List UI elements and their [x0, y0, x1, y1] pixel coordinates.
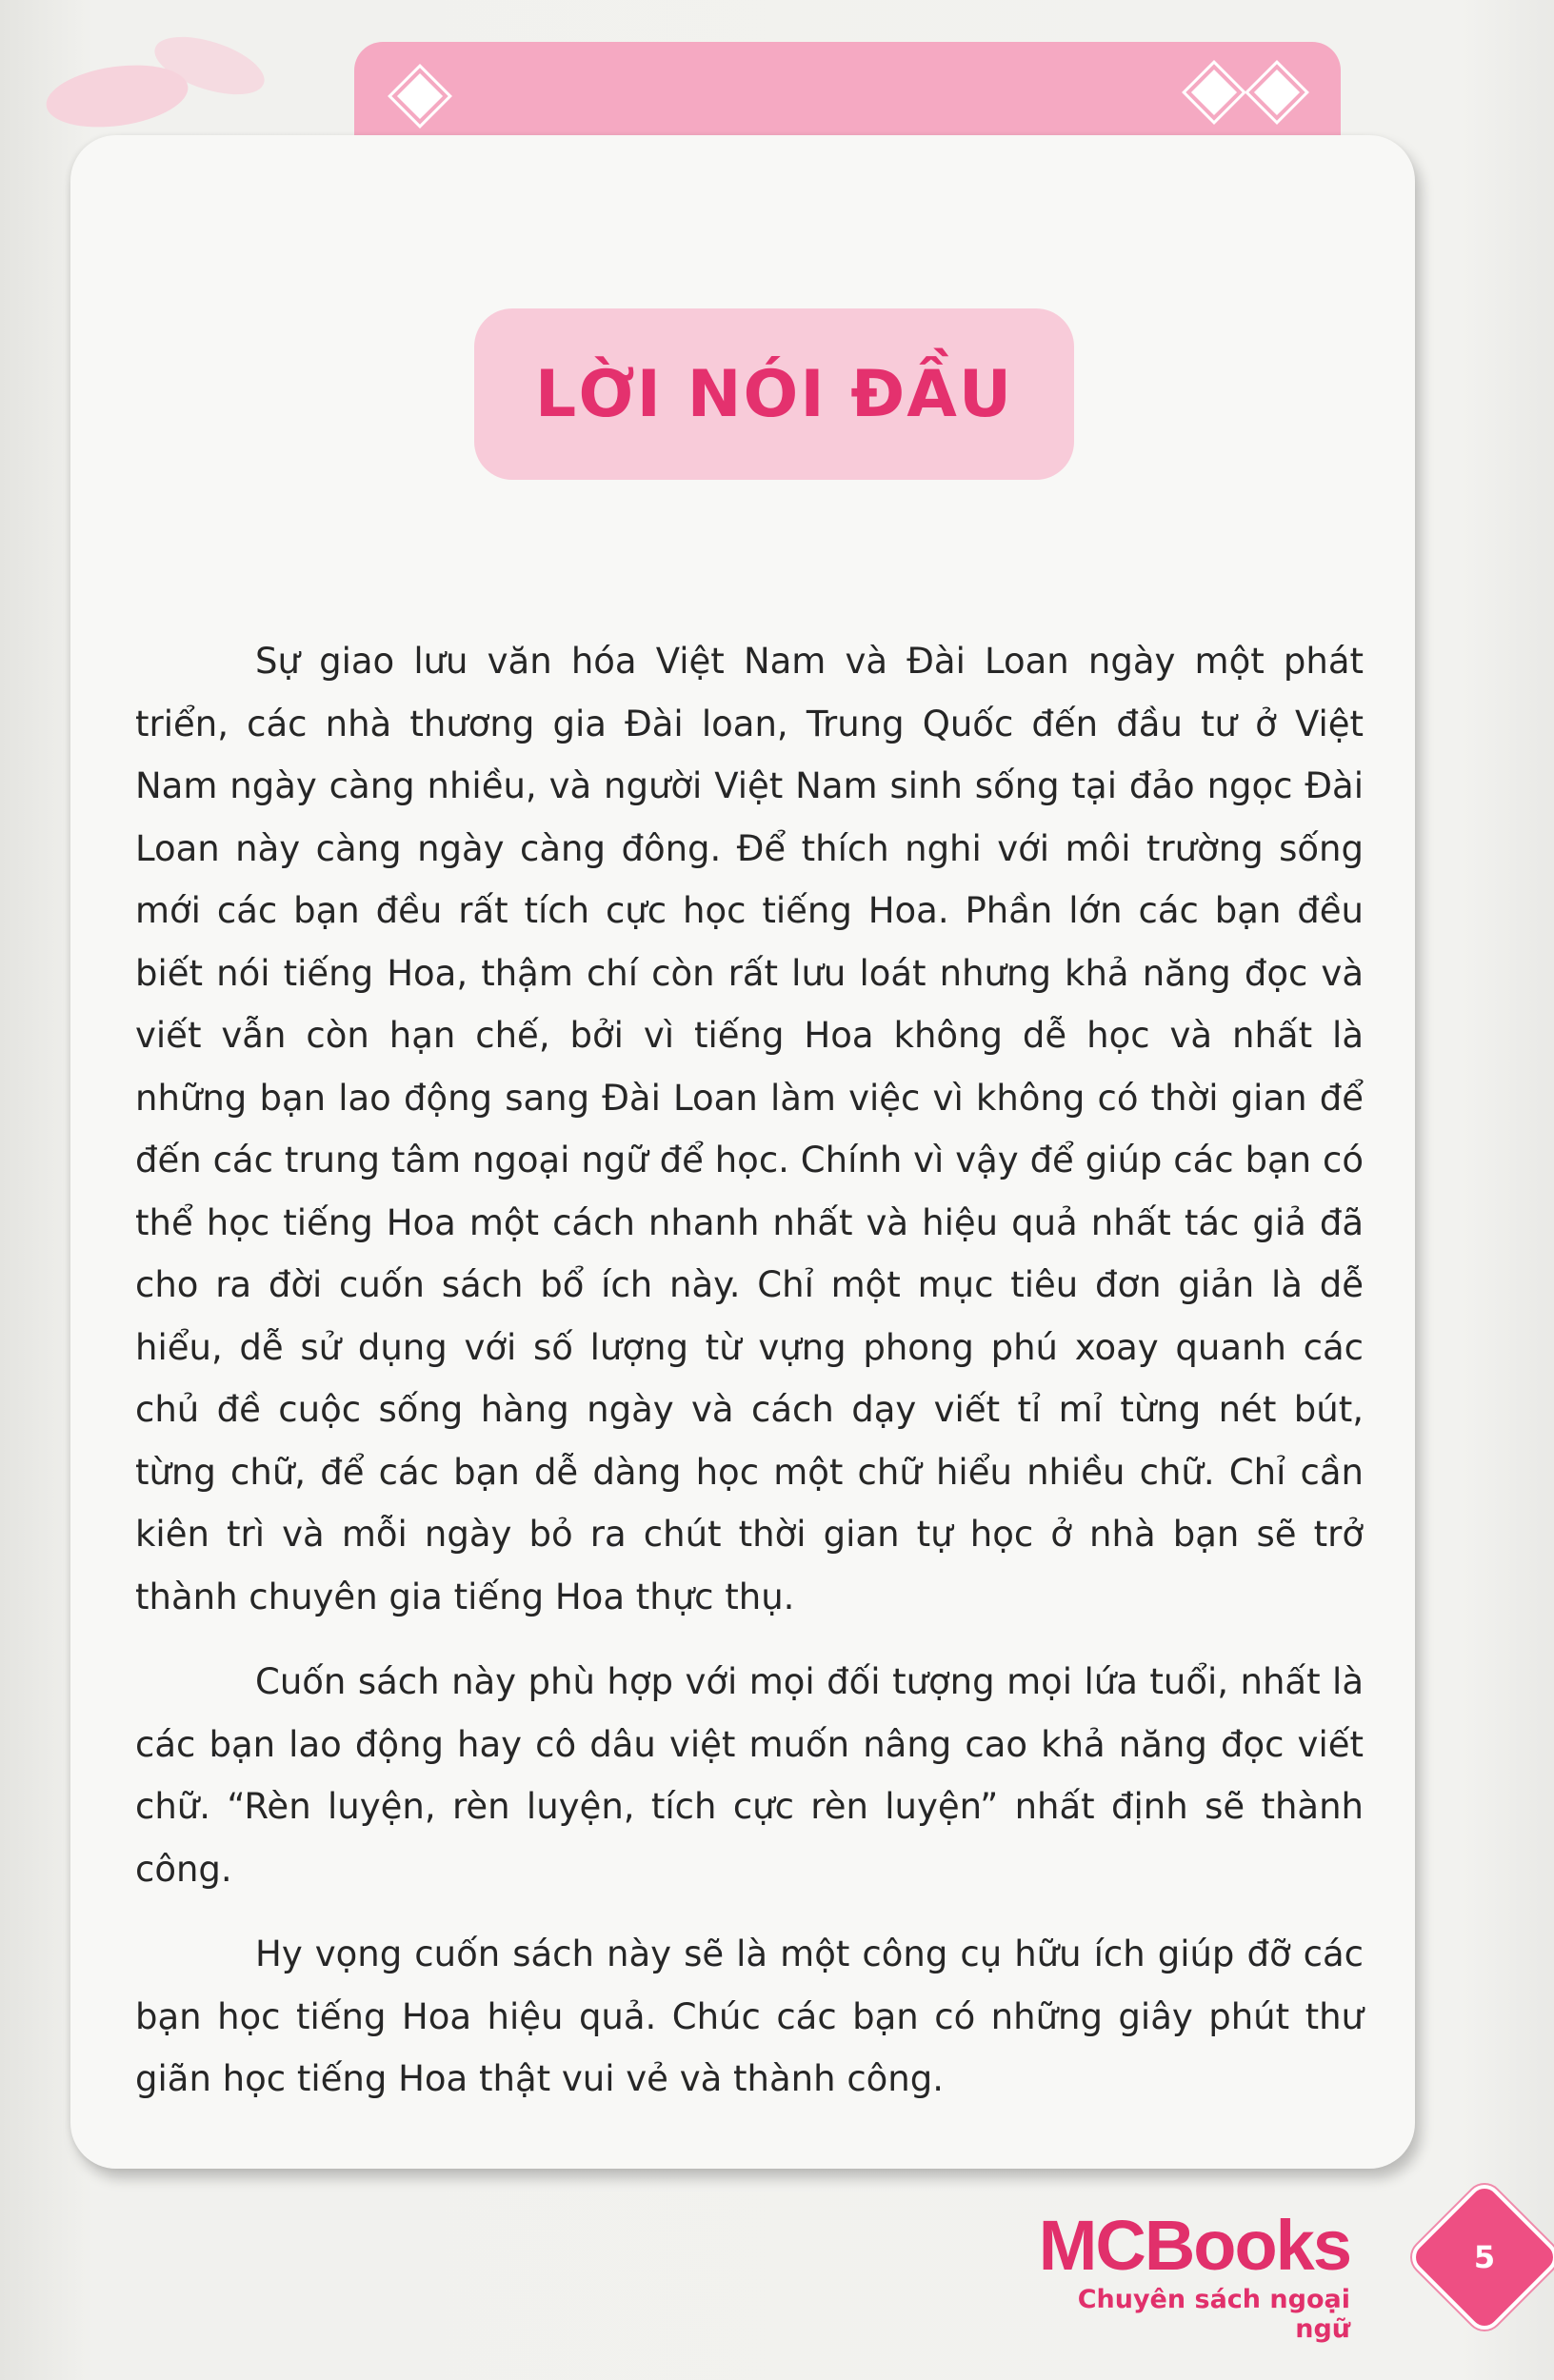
- page-number: 5: [1473, 2239, 1496, 2275]
- heading-box: [474, 308, 1074, 480]
- preface-body: [135, 630, 1364, 2133]
- paragraph: Hy vọng cuốn sách này sẽ là một công cụ hữu ích giúp đỡ các bạn học tiếng Hoa hiệu quả. Chúc các bạn có những giây phút thư giãn học tiếng Hoa thật vui vẻ và thành công.: [135, 1934, 1364, 2099]
- paragraph: Cuốn sách này phù hợp với mọi đối tượng mọi lứa tuổi, nhất là các bạn lao động hay cô dâu việt muốn nâng cao khả năng đọc viết chữ. “Rèn luyện, rèn luyện, tích cực rèn luyện” nhất định sẽ thành công.: [135, 1661, 1364, 1890]
- publisher-logo: MCBooks: [1038, 2206, 1350, 2285]
- paragraph: Sự giao lưu văn hóa Việt Nam và Đài Loan ngày một phát triển, các nhà thương gia Đài loan, Trung Quốc đến đầu tư ở Việt Nam ngày càng nhiều, và người Việt Nam sinh sống tại đảo ngọc Đài Loan này càng ngày càng đông. Để thích nghi với môi trường sống mới các bạn đều rất tích cực học tiếng Hoa. Phần lớn các bạn đều biết nói tiếng Hoa, thậm chí còn rất lưu loát nhưng khả năng đọc và viết vẫn còn hạn chế, bởi vì tiếng Hoa không dễ học và nhất là những bạn lao động sang Đài Loan làm việc vì không có thời gian để đến các trung tâm ngoại ngữ để học. Chính vì vậy để giúp các bạn có thể học tiếng Hoa một cách nhanh nhất và hiệu quả nhất tác giả đã cho ra đời cuốn sách bổ ích này. Chỉ một mục tiêu đơn giản là dễ hiểu, dễ sử dụng với số lượng từ vựng phong phú xoay quanh các chủ đề cuộc sống hàng ngày và cách dạy viết tỉ mỉ từng nét bút, từng chữ, để các bạn dễ dàng học một chữ hiểu nhiều chữ. Chỉ cần kiên trì và mỗi ngày bỏ ra chút thời gian tự học ở nhà bạn sẽ trở thành chuyên gia tiếng Hoa thực thụ.: [135, 641, 1364, 1617]
- page-title: LỜI NÓI ĐẦU: [534, 356, 1014, 432]
- publisher-tagline: Chuyên sách ngoại ngữ: [1077, 2285, 1350, 2344]
- publisher-brand: [1026, 2206, 1350, 2344]
